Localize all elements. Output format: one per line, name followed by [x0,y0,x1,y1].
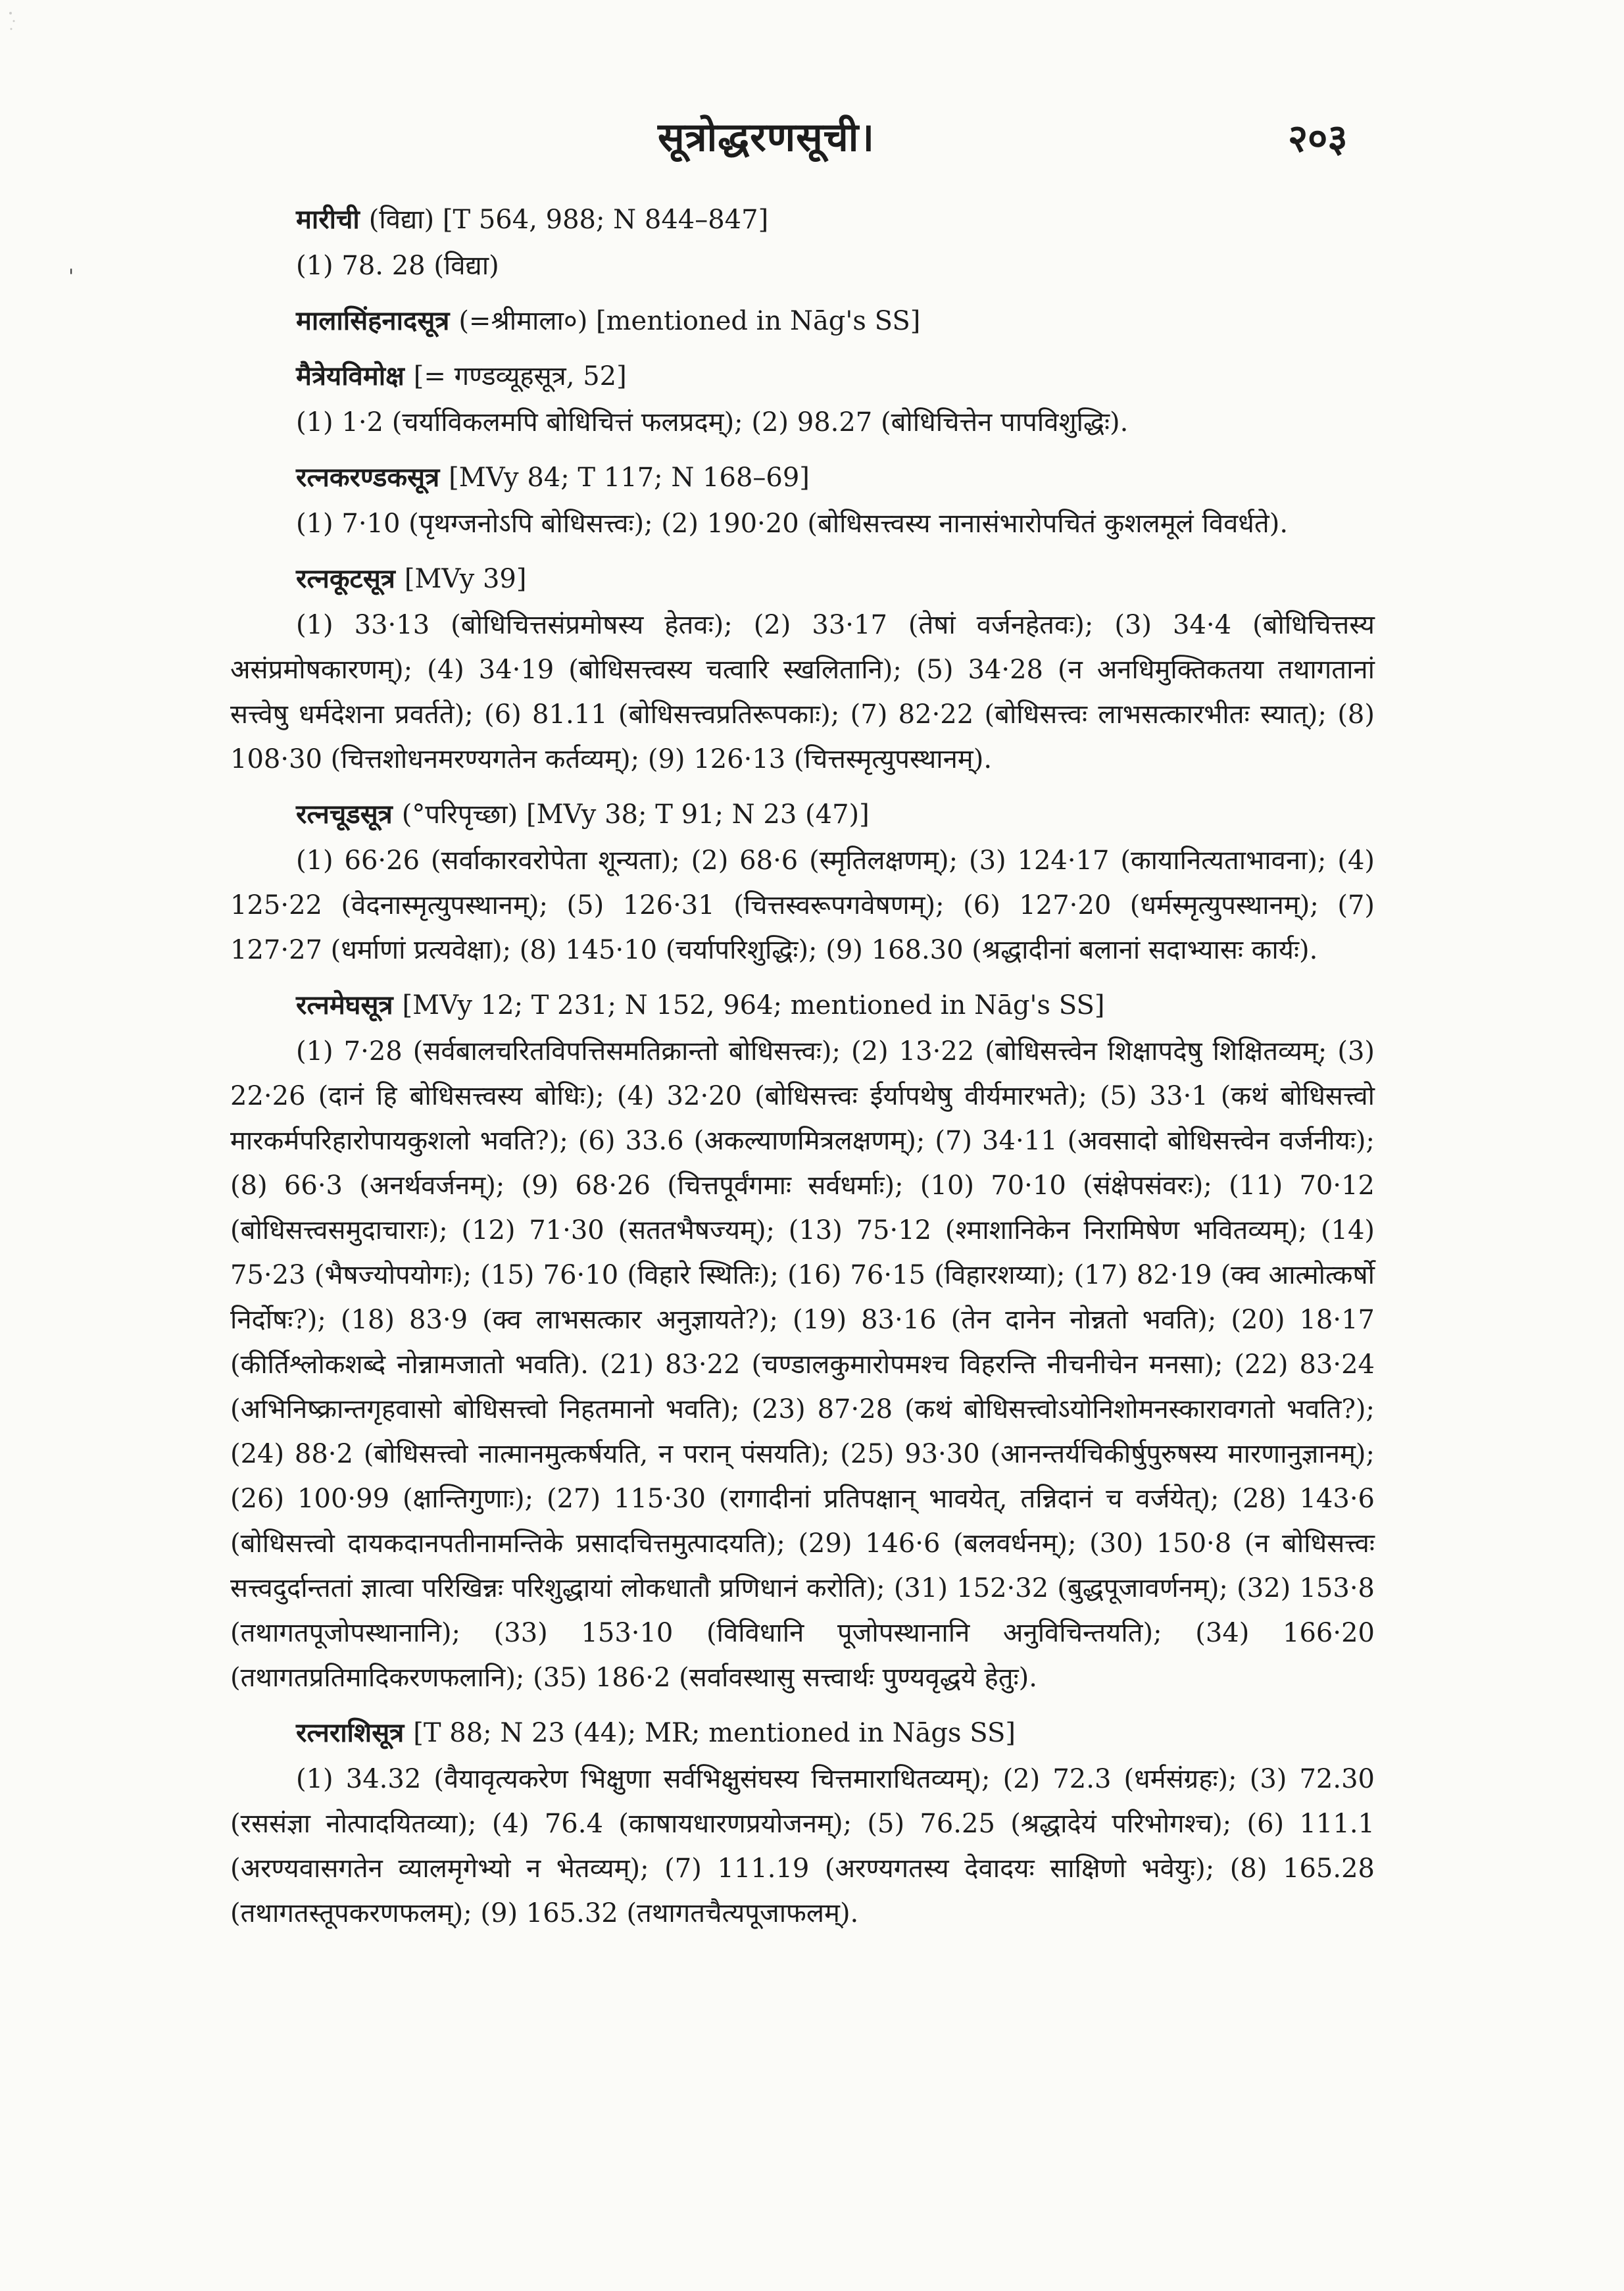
entry-title: रत्नचूडसूत्र [296,799,393,830]
entry-reference: (=श्रीमाला०) [mentioned in Nāg's SS] [458,306,921,336]
entry-heading [230,983,1375,1028]
entry-citations: (1) 34.32 (वैयावृत्यकरेण भिक्षुणा सर्वभिक्षुसंघस्य चित्तमाराधितव्यम्); (2) 72.3 (धर्मसंग्रहः); (3) 72.30 (रससंज्ञा नोत्पादयितव्या); (4) 76.4 (काषायधारणप्रयोजनम्); (5) 76.25 (श्रद्धादेयं परिभोगश्च); (6) 111.1 (अरण्यवासगतेन व्यालमृगेभ्यो न भेतव्यम्); (7) 111.19 (अरण्यगतस्य देवादयः साक्षिणो भवेयुः); (8) 165.28 (तथागतस्तूपकरणफलम्); (9) 165.32 (तथागतचैत्यपूजाफलम्). [230,1764,1375,1928]
entry-heading [230,1711,1375,1755]
entry-citations: (1) 7·28 (सर्वबालचरितविपत्तिसमतिक्रान्तो बोधिसत्त्वः); (2) 13·22 (बोधिसत्त्वेन शिक्षापदेषु शिक्षितव्यम्; (3) 22·26 (दानं हि बोधिसत्त्वस्य बोधिः); (4) 32·20 (बोधिसत्त्वः ईर्यापथेषु वीर्यमारभते); (5) 33·1 (कथं बोधिसत्त्वो मारकर्मपरिहारोपायकुशलो भवति?); (6) 33.6 (अकल्याणमित्रलक्षणम्); (7) 34·11 (अवसादो बोधिसत्त्वेन वर्जनीयः); (8) 66·3 (अनर्थवर्जनम्); (9) 68·26 (चित्तपूर्वंगमाः सर्वधर्माः); (10) 70·10 (संक्षेपसंवरः); (11) 70·12 (बोधिसत्त्वसमुदाचाराः); (12) 71·30 (सततभैषज्यम्); (13) 75·12 (श्माशानिकेन निरामिषेण भवितव्यम्); (14) 75·23 (भैषज्योपयोगः); (15) 76·10 (विहारे स्थितिः); (16) 76·15 (विहारशय्या); (17) 82·19 (क्व आत्मोत्कर्षो निर्दोषः?); (18) 83·9 (क्व लाभसत्कार अनुज्ञायते?); (19) 83·16 (तेन दानेन नोन्नतो भवति); (20) 18·17 (कीर्तिश्लोकशब्दे नोन्नामजातो भवति). (21) 83·22 (चण्डालकुमारोपमश्च विहरन्ति नीचनीचेन मनसा); (22) 83·24 (अभिनिष्क्रान्तगृहवासो बोधिसत्त्वो निहतमानो भवति); (23) 87·28 (कथं बोधिसत्त्वोऽयोनिशोमनस्कारावगतो भवति?); (24) 88·2 (बोधिसत्त्वो नात्मानमुत्कर्षयति, न परान् पंसयति); (25) 93·30 (आनन्तर्यचिकीर्षुपुरुषस्य मारणानुज्ञानम्); (26) 100·99 (क्षान्तिगुणाः); (27) 115·30 (रागादीनां प्रतिपक्षान् भावयेत्, तन्निदानं च वर्जयेत्); (28) 143·6 (बोधिसत्त्वो दायकदानपतीनामन्तिके प्रसादचित्तमुत्पादयति); (29) 146·6 (बलवर्धनम्); (30) 150·8 (न बोधिसत्त्वः सत्त्वदुर्दान्ततां ज्ञात्वा परिखिन्नः परिशुद्धायां लोकधातौ प्रणिधानं करोति); (31) 152·32 (बुद्धपूजावर्णनम्); (32) 153·8 (तथागतपूजोपस्थानानि); (33) 153·10 (विविधानि पूजोपस्थानानि अनुविचिन्तयति); (34) 166·20 (तथागतप्रतिमादिकरणफलानि); (35) 186·2 (सर्वावस्थासु सत्त्वार्थः पुण्यवृद्धये हेतुः). [230,1036,1375,1693]
index-entry [230,792,1375,972]
entry-citations: (1) 33·13 (बोधिचित्तसंप्रमोषस्य हेतवः); (2) 33·17 (तेषां वर्जनहेतवः); (3) 34·4 (बोधिचित्तस्य असंप्रमोषकारणम्); (4) 34·19 (बोधिसत्त्वस्य चत्वारि स्खलितानि); (5) 34·28 (न अनधिमुक्तिकतया तथागतानां सत्त्वेषु धर्मदेशना प्रवर्तते); (6) 81.11 (बोधिसत्त्वप्रतिरूपकाः); (7) 82·22 (बोधिसत्त्वः लाभसत्कारभीतः स्यात्); (8) 108·30 (चित्तशोधनमरण्यगतेन कर्तव्यम्); (9) 126·13 (चित्तस्मृत्युपस्थानम्). [230,610,1375,774]
index-entry [230,455,1375,546]
entry-citations: (1) 7·10 (पृथग्जनोऽपि बोधिसत्त्वः); (2) 190·20 (बोधिसत्त्वस्य नानासंभारोपचितं कुशलमूलं विवर्धते). [296,509,1289,539]
index-entry [230,197,1375,288]
entry-reference: [T 88; N 23 (44); MR; mentioned in Nāgs SS] [413,1718,1016,1748]
index-entry [230,1711,1375,1936]
entry-title: रत्नमेघसूत्र [296,990,393,1020]
entry-heading [230,455,1375,500]
entry-reference: [MVy 39] [404,564,527,594]
entry-title: रत्नराशिसूत्र [296,1717,405,1748]
index-entries [230,197,1375,1946]
running-head: सूत्रोद्धरणसूची। [658,114,875,161]
entry-reference: [MVy 12; T 231; N 152, 964; mentioned in Nāg's SS] [402,990,1105,1020]
entry-heading [230,299,1375,343]
margin-mark: ' [68,265,74,288]
entry-title: मालासिंहनादसूत्र [296,305,450,336]
index-entry [230,557,1375,782]
index-entry [230,299,1375,343]
entry-title: मारीची [296,204,360,235]
page-number: २०३ [1288,116,1348,161]
entry-reference: (°परिपृच्छा) [MVy 38; T 91; N 23 (47)] [401,799,870,830]
entry-reference: [= गण्डव्यूहसूत्र, 52] [413,361,627,391]
entry-citations: (1) 1·2 (चर्याविकलमपि बोधिचित्तं फलप्रदम्); (2) 98.27 (बोधिचित्तेन पापविशुद्धिः). [296,407,1129,438]
entry-title: रत्नकूटसूत्र [296,563,395,594]
index-entry [230,983,1375,1700]
entry-citations: (1) 78. 28 (विद्या) [296,251,499,281]
entry-heading [230,792,1375,837]
entry-citations: (1) 66·26 (सर्वाकारवरोपेता शून्यता); (2) 68·6 (स्मृतिलक्षणम्); (3) 124·17 (कायानित्यताभावना); (4) 125·22 (वेदनास्मृत्युपस्थानम्); (5) 126·31 (चित्तस्वरूपगवेषणम्); (6) 127·20 (धर्मस्मृत्युपस्थानम्); (7) 127·27 (धर्माणां प्रत्यवेक्षा); (8) 145·10 (चर्यापरिशुद्धिः); (9) 168.30 (श्रद्धादीनां बलानां सदाभ्यासः कार्यः). [230,845,1375,965]
index-entry [230,354,1375,445]
entry-title: रत्नकरण्डकसूत्र [296,462,440,493]
entry-reference: [MVy 84; T 117; N 168–69] [449,463,810,493]
entry-heading [230,197,1375,242]
entry-reference: (विद्या) [T 564, 988; N 844–847] [368,205,769,235]
scan-speck [7,8,18,34]
entry-heading [230,354,1375,399]
entry-title: मैत्रेयविमोक्ष [296,361,405,391]
entry-heading [230,557,1375,601]
